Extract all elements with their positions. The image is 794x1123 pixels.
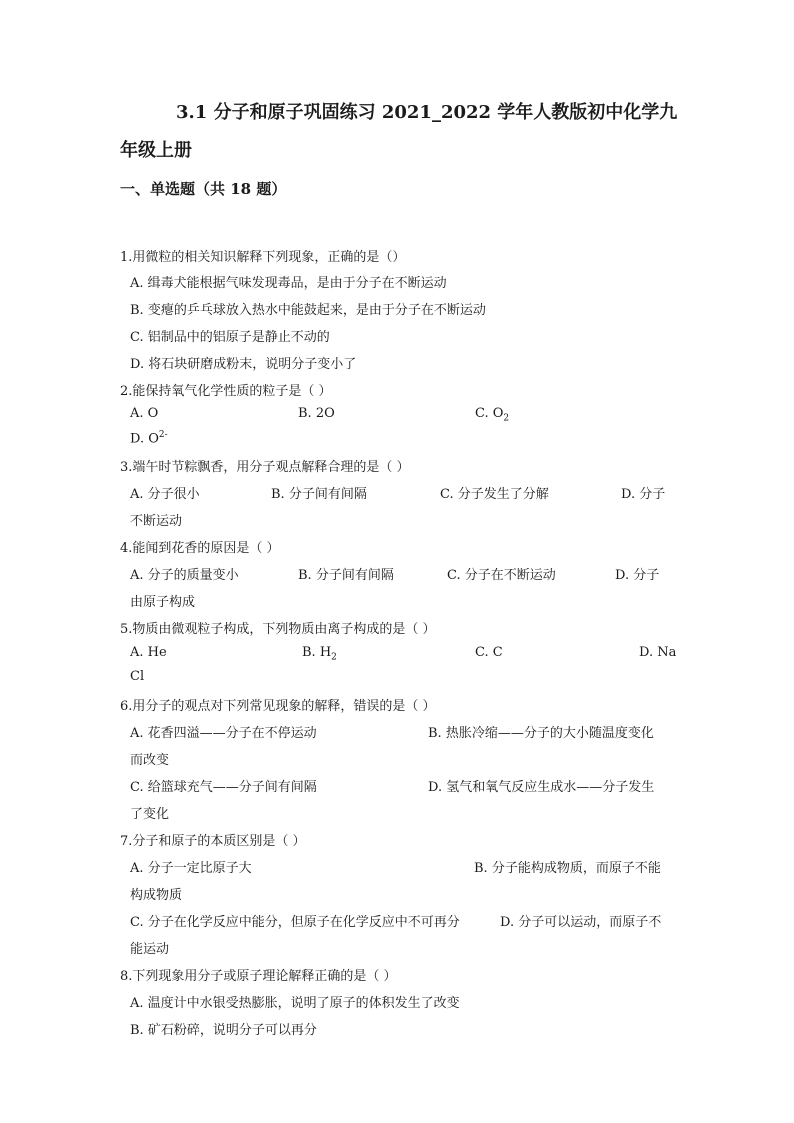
question-6-option-d: D. 氢气和氧气反应生成水——分子发生 (428, 780, 655, 795)
question-2-option-b: B. 2O (298, 406, 335, 421)
question-6-option-c: C. 给篮球充气——分子间有间隔 (130, 780, 317, 795)
question-7-option-b: B. 分子能构成物质，而原子不能 (474, 861, 661, 876)
question-6-option-b-cont: 而改变 (130, 753, 170, 768)
question-6-option-d-cont: 了变化 (130, 807, 170, 822)
question-6-option-a: A. 花香四溢——分子在不停运动 (130, 726, 317, 741)
question-4-option-a: A. 分子的质量变小 (130, 568, 239, 583)
question-2-stem: 2.能保持氧气化学性质的粒子是（ ） (120, 384, 332, 399)
question-6-stem: 6.用分子的观点对下列常见现象的解释，错误的是（ ） (120, 699, 436, 714)
question-1-option-d: D. 将石块研磨成粉末，说明分子变小了 (130, 357, 357, 372)
question-5-option-a: A. He (130, 645, 167, 660)
question-1-option-b: B. 变瘪的乒乓球放入热水中能鼓起来，是由于分子在不断运动 (130, 303, 486, 318)
question-3-option-a: A. 分子很小 (130, 487, 200, 502)
question-1-option-c: C. 铝制品中的铝原子是静止不动的 (130, 330, 330, 345)
question-2-option-a: A. O (130, 406, 159, 421)
question-7-option-d-cont: 能运动 (130, 942, 170, 957)
question-4-option-b: B. 分子间有间隔 (298, 568, 394, 583)
question-3-option-d: D. 分子 (621, 487, 666, 502)
question-6-option-b: B. 热胀冷缩——分子的大小随温度变化 (428, 726, 654, 741)
question-8-option-b: B. 矿石粉碎，说明分子可以再分 (130, 1023, 317, 1038)
question-7-option-d: D. 分子可以运动，而原子不 (500, 915, 662, 930)
question-1-option-a: A. 缉毒犬能根据气味发现毒品，是由于分子在不断运动 (130, 276, 447, 291)
question-7-option-b-cont: 构成物质 (130, 888, 183, 903)
question-4-stem: 4.能闻到花香的原因是（ ） (120, 541, 280, 556)
question-3-option-c: C. 分子发生了分解 (440, 487, 549, 502)
question-3-option-d-cont: 不断运动 (130, 514, 183, 529)
question-3-stem: 3.端午时节粽飘香，用分子观点解释合理的是（ ） (120, 460, 410, 475)
question-5-option-b: B. $H_2$ (302, 645, 337, 663)
question-2-option-d: D. $O^{2-}$ (130, 430, 168, 447)
document-title: 3.1 分子和原子巩固练习 2021_2022 学年人教版初中化学九年级上册 (120, 102, 678, 161)
question-5-option-d: D. Na (639, 645, 677, 660)
question-1-stem: 1.用微粒的相关知识解释下列现象，正确的是（） (120, 250, 406, 265)
question-4-option-d-cont: 由原子构成 (130, 595, 196, 610)
question-7-option-c: C. 分子在化学反应中能分，但原子在化学反应中不可再分 (130, 915, 460, 930)
question-7-stem: 7.分子和原子的本质区别是（ ） (120, 834, 306, 849)
question-4-option-c: C. 分子在不断运动 (447, 568, 556, 583)
question-5-option-d-cont: Cl (130, 669, 145, 684)
question-4-option-d: D. 分子 (615, 568, 660, 583)
question-8-stem: 8.下列现象用分子或原子理论解释正确的是（ ） (120, 969, 397, 984)
question-3-option-b: B. 分子间有间隔 (271, 487, 367, 502)
question-8-option-a: A. 温度计中水银受热膨胀，说明了原子的体积发生了改变 (130, 996, 460, 1011)
question-2-option-c: C. $O_2$ (475, 406, 510, 424)
question-7-option-a: A. 分子一定比原子大 (130, 861, 252, 876)
question-5-option-c: C. C (475, 645, 503, 660)
question-5-stem: 5.物质由微观粒子构成，下列物质由离子构成的是（ ） (120, 622, 436, 637)
section-heading: 一、单选题（共 18 题） (120, 180, 287, 198)
